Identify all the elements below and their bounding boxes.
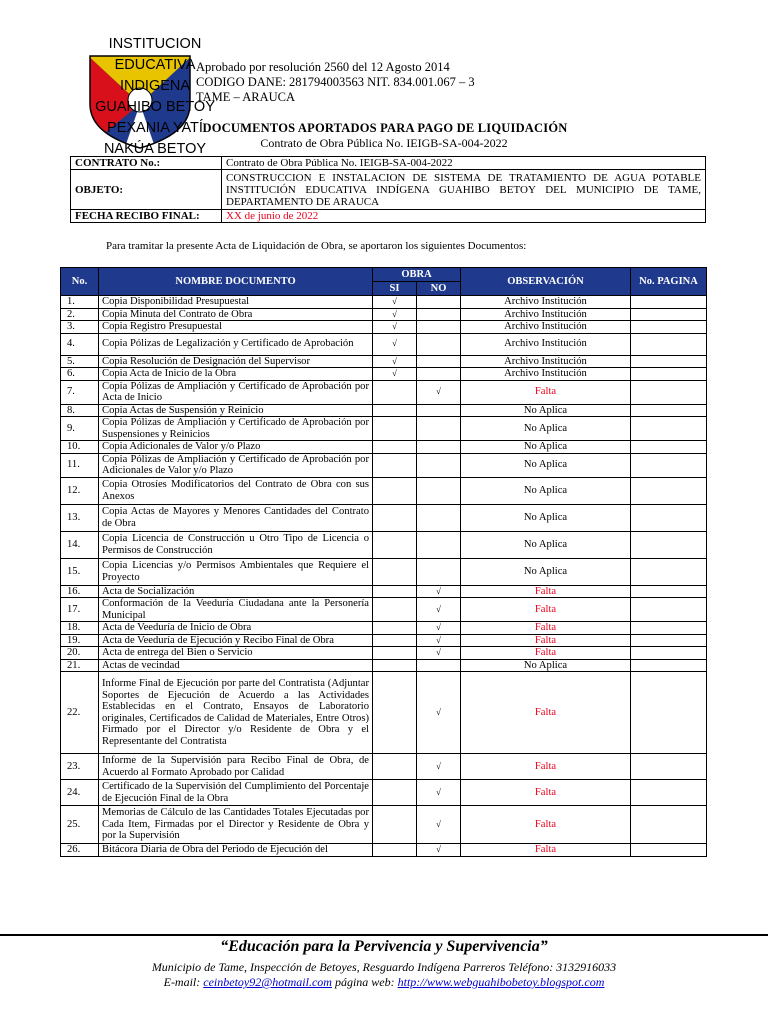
row-number: 16. <box>61 585 99 598</box>
intro-text: Para tramitar la presente Acta de Liquidación de Obra, se aportaron los siguientes Documentos: <box>106 240 527 252</box>
final-date-label: FECHA RECIBO FINAL: <box>71 210 222 223</box>
row-no-check <box>417 558 461 585</box>
row-observation: Falta <box>461 780 631 806</box>
table-row <box>61 672 707 754</box>
row-no-check <box>417 453 461 477</box>
footer-contact <box>0 975 768 990</box>
row-observation: No Aplica <box>461 659 631 672</box>
row-number: 15. <box>61 558 99 585</box>
table-header-row <box>61 268 707 282</box>
row-si-check <box>373 754 417 780</box>
row-document-name: Copia Registro Presupuestal <box>99 321 373 334</box>
row-document-name: Copia Otrosíes Modificatorios del Contrato de Obra con sus Anexos <box>99 477 373 504</box>
contract-row <box>71 157 706 170</box>
row-number: 20. <box>61 647 99 660</box>
row-observation: Falta <box>461 844 631 857</box>
table-row <box>61 634 707 647</box>
header-si: SI <box>373 282 417 296</box>
header-document-name: NOMBRE DOCUMENTO <box>99 268 373 296</box>
table-row <box>61 441 707 454</box>
contract-details-table <box>70 156 706 223</box>
row-number: 5. <box>61 355 99 368</box>
row-number: 3. <box>61 321 99 334</box>
row-page-number <box>631 355 707 368</box>
contract-number-label: CONTRATO No.: <box>71 157 222 170</box>
row-no-check <box>417 296 461 309</box>
row-no-check <box>417 477 461 504</box>
row-observation: Archivo Institución <box>461 368 631 381</box>
row-page-number <box>631 754 707 780</box>
document-title: DOCUMENTOS APORTADOS PARA PAGO DE LIQUIDACIÓN <box>202 121 568 135</box>
table-row <box>61 647 707 660</box>
row-page-number <box>631 321 707 334</box>
row-si-check <box>373 441 417 454</box>
footer-motto: “Educación para la Pervivencia y Supervivencia” <box>220 938 548 955</box>
table-row <box>61 417 707 441</box>
row-observation: Archivo Institución <box>461 296 631 309</box>
row-number: 13. <box>61 504 99 531</box>
row-si-check <box>373 598 417 622</box>
row-si-check <box>373 417 417 441</box>
row-no-check: √ <box>417 585 461 598</box>
row-no-check <box>417 659 461 672</box>
web-label: página web: <box>334 975 395 989</box>
row-document-name: Copia Actas de Mayores y Menores Cantidades del Contrato de Obra <box>99 504 373 531</box>
row-si-check <box>373 634 417 647</box>
row-no-check <box>417 321 461 334</box>
row-observation: Archivo Institución <box>461 333 631 355</box>
row-observation: No Aplica <box>461 417 631 441</box>
table-row <box>61 585 707 598</box>
row-no-check: √ <box>417 380 461 404</box>
row-no-check <box>417 417 461 441</box>
document-subtitle: Contrato de Obra Pública No. IEIGB-SA-004-2022 <box>260 136 508 150</box>
row-page-number <box>631 531 707 558</box>
header-no: NO <box>417 282 461 296</box>
row-observation: No Aplica <box>461 504 631 531</box>
row-number: 9. <box>61 417 99 441</box>
documents-table <box>60 267 707 857</box>
row-number: 7. <box>61 380 99 404</box>
table-row <box>61 558 707 585</box>
row-number: 18. <box>61 622 99 635</box>
row-number: 4. <box>61 333 99 355</box>
row-document-name: Actas de vecindad <box>99 659 373 672</box>
header-info <box>196 60 475 105</box>
row-si-check <box>373 780 417 806</box>
row-no-check: √ <box>417 598 461 622</box>
table-row <box>61 806 707 844</box>
table-row <box>61 404 707 417</box>
row-page-number <box>631 647 707 660</box>
row-observation: Falta <box>461 634 631 647</box>
row-observation: No Aplica <box>461 477 631 504</box>
row-no-check: √ <box>417 844 461 857</box>
row-si-check: √ <box>373 355 417 368</box>
row-si-check <box>373 404 417 417</box>
row-observation: Falta <box>461 754 631 780</box>
row-no-check: √ <box>417 754 461 780</box>
row-si-check: √ <box>373 368 417 381</box>
row-page-number <box>631 844 707 857</box>
row-no-check <box>417 404 461 417</box>
row-document-name: Certificado de la Supervisión del Cumplimiento del Porcentaje de Ejecución Final de la Obra <box>99 780 373 806</box>
row-document-name: Informe de la Supervisión para Recibo Final de Obra, de Acuerdo al Formato Aprobado por Calidad <box>99 754 373 780</box>
row-no-check: √ <box>417 634 461 647</box>
row-document-name: Acta de Veeduría de Inicio de Obra <box>99 622 373 635</box>
row-si-check: √ <box>373 321 417 334</box>
row-number: 17. <box>61 598 99 622</box>
row-number: 23. <box>61 754 99 780</box>
row-si-check <box>373 477 417 504</box>
row-observation: No Aplica <box>461 531 631 558</box>
row-document-name: Copia Licencias y/o Permisos Ambientales que Requiere el Proyecto <box>99 558 373 585</box>
row-si-check: √ <box>373 308 417 321</box>
row-number: 19. <box>61 634 99 647</box>
row-no-check: √ <box>417 647 461 660</box>
row-no-check <box>417 504 461 531</box>
row-number: 21. <box>61 659 99 672</box>
email-label: E-mail: <box>163 975 201 989</box>
row-si-check: √ <box>373 296 417 309</box>
final-date-row <box>71 210 706 223</box>
web-link[interactable]: http://www.webguahibobetoy.blogspot.com <box>397 975 605 989</box>
row-document-name: Copia Pólizas de Ampliación y Certificado de Aprobación por Acta de Inicio <box>99 380 373 404</box>
table-row <box>61 504 707 531</box>
row-page-number <box>631 634 707 647</box>
row-observation: Falta <box>461 672 631 754</box>
footer-divider <box>0 934 768 936</box>
row-number: 25. <box>61 806 99 844</box>
row-number: 10. <box>61 441 99 454</box>
row-observation: Falta <box>461 622 631 635</box>
header-observation: OBSERVACIÓN <box>461 268 631 296</box>
table-row <box>61 368 707 381</box>
table-row <box>61 598 707 622</box>
row-si-check <box>373 647 417 660</box>
row-no-check <box>417 368 461 381</box>
documents-table-body <box>61 296 707 857</box>
row-page-number <box>631 477 707 504</box>
row-number: 11. <box>61 453 99 477</box>
row-document-name: Copia Pólizas de Ampliación y Certificado de Aprobación por Suspensiones y Reinicios <box>99 417 373 441</box>
row-page-number <box>631 504 707 531</box>
table-row <box>61 333 707 355</box>
row-observation: Archivo Institución <box>461 321 631 334</box>
table-row <box>61 659 707 672</box>
row-si-check <box>373 622 417 635</box>
row-page-number <box>631 622 707 635</box>
row-document-name: Copia Acta de Inicio de la Obra <box>99 368 373 381</box>
row-page-number <box>631 558 707 585</box>
row-number: 14. <box>61 531 99 558</box>
institution-line-6: NAKÚA BETOY <box>103 141 207 157</box>
final-date-value: XX de junio de 2022 <box>222 210 706 223</box>
object-label: OBJETO: <box>71 170 222 210</box>
row-si-check <box>373 531 417 558</box>
row-document-name: Bitácora Diaria de Obra del Periodo de Ejecución del <box>99 844 373 857</box>
institution-line-3: INDIGENA <box>119 78 191 94</box>
header-obra: OBRA <box>373 268 461 282</box>
row-no-check <box>417 441 461 454</box>
row-document-name: Copia Licencia de Construcción u Otro Tipo de Licencia o Permisos de Construcción <box>99 531 373 558</box>
row-page-number <box>631 659 707 672</box>
row-document-name: Acta de entrega del Bien o Servicio <box>99 647 373 660</box>
row-page-number <box>631 417 707 441</box>
row-observation: Archivo Institución <box>461 308 631 321</box>
object-row <box>71 170 706 210</box>
row-number: 2. <box>61 308 99 321</box>
row-si-check <box>373 659 417 672</box>
row-number: 22. <box>61 672 99 754</box>
row-number: 8. <box>61 404 99 417</box>
resolution-text: Aprobado por resolución 2560 del 12 Agosto 2014 <box>196 60 450 74</box>
row-si-check <box>373 504 417 531</box>
institution-line-2: EDUCATIVA <box>114 57 196 73</box>
row-si-check <box>373 585 417 598</box>
row-observation: Falta <box>461 806 631 844</box>
row-document-name: Copia Resolución de Designación del Supervisor <box>99 355 373 368</box>
table-row <box>61 754 707 780</box>
row-no-check: √ <box>417 780 461 806</box>
row-document-name: Copia Disponibilidad Presupuestal <box>99 296 373 309</box>
row-page-number <box>631 380 707 404</box>
row-observation: Falta <box>461 647 631 660</box>
row-number: 24. <box>61 780 99 806</box>
row-number: 6. <box>61 368 99 381</box>
row-si-check <box>373 806 417 844</box>
row-page-number <box>631 404 707 417</box>
row-page-number <box>631 806 707 844</box>
row-si-check <box>373 558 417 585</box>
institution-line-4: GUAHIBO BETOY <box>95 99 215 115</box>
row-observation: No Aplica <box>461 404 631 417</box>
row-document-name: Memorias de Cálculo de las Cantidades Totales Ejecutadas por Cada Item, Firmadas por el Director y Residente de Obra y por la Supervisión <box>99 806 373 844</box>
table-row <box>61 477 707 504</box>
row-number: 12. <box>61 477 99 504</box>
row-page-number <box>631 672 707 754</box>
row-document-name: Copia Minuta del Contrato de Obra <box>99 308 373 321</box>
row-observation: Falta <box>461 598 631 622</box>
institution-line-5: PEXANIA YATÍ <box>107 120 203 136</box>
footer-address: Municipio de Tame, Inspección de Betoyes, Resguardo Indígena Parreros Teléfono: 3132916033 <box>151 960 617 974</box>
dane-nit-codes: CODIGO DANE: 281794003563 NIT. 834.001.067 – 3 <box>196 75 475 89</box>
row-no-check <box>417 531 461 558</box>
row-page-number <box>631 441 707 454</box>
row-observation: No Aplica <box>461 441 631 454</box>
row-document-name: Conformación de la Veeduría Ciudadana ante la Personería Municipal <box>99 598 373 622</box>
table-row <box>61 380 707 404</box>
table-row <box>61 453 707 477</box>
table-row <box>61 622 707 635</box>
row-page-number <box>631 296 707 309</box>
row-no-check <box>417 355 461 368</box>
row-page-number <box>631 368 707 381</box>
row-no-check <box>417 333 461 355</box>
table-row <box>61 355 707 368</box>
table-row <box>61 296 707 309</box>
location-text: TAME – ARAUCA <box>196 90 296 104</box>
row-document-name: Acta de Socialización <box>99 585 373 598</box>
row-page-number <box>631 780 707 806</box>
row-si-check: √ <box>373 333 417 355</box>
row-document-name: Copia Adicionales de Valor y/o Plazo <box>99 441 373 454</box>
table-row <box>61 780 707 806</box>
row-observation: No Aplica <box>461 453 631 477</box>
header-page-number: No. PAGINA <box>631 268 707 296</box>
row-number: 26. <box>61 844 99 857</box>
institution-line-1: INSTITUCION <box>108 36 202 52</box>
row-no-check <box>417 308 461 321</box>
row-si-check <box>373 380 417 404</box>
table-row <box>61 844 707 857</box>
row-observation: No Aplica <box>461 558 631 585</box>
row-page-number <box>631 598 707 622</box>
row-page-number <box>631 585 707 598</box>
row-no-check: √ <box>417 622 461 635</box>
row-si-check <box>373 453 417 477</box>
row-document-name: Informe Final de Ejecución por parte del Contratista (Adjuntar Soportes de Ejecución de Acuerdo a las Actividades Establecidas en el Contrato, Ensayos de Laboratorio originales, Certificados de Calidad de Materiales, Entre Otros) Firmado por el Director y/o Residente de Obra y el Representante del Contratista <box>99 672 373 754</box>
row-si-check <box>373 672 417 754</box>
row-number: 1. <box>61 296 99 309</box>
row-document-name: Copia Actas de Suspensión y Reinicio <box>99 404 373 417</box>
table-row <box>61 308 707 321</box>
contract-number-value: Contrato de Obra Pública No. IEIGB-SA-004-2022 <box>222 157 706 170</box>
row-no-check: √ <box>417 672 461 754</box>
header-number: No. <box>61 268 99 296</box>
table-row <box>61 321 707 334</box>
row-document-name: Copia Pólizas de Legalización y Certificado de Aprobación <box>99 333 373 355</box>
row-document-name: Acta de Veeduría de Ejecución y Recibo Final de Obra <box>99 634 373 647</box>
row-page-number <box>631 308 707 321</box>
row-si-check <box>373 844 417 857</box>
email-link[interactable]: ceinbetoy92@hotmail.com <box>203 975 332 989</box>
row-document-name: Copia Pólizas de Ampliación y Certificado de Aprobación por Adicionales de Valor y/o Plazo <box>99 453 373 477</box>
row-observation: Archivo Institución <box>461 355 631 368</box>
object-value: CONSTRUCCION E INSTALACION DE SISTEMA DE TRATAMIENTO DE AGUA POTABLE INSTITUCIÓN EDUCATIVA INDÍGENA GUAHIBO BETOY DEL MUNICIPIO DE TAME, DEPARTAMENTO DE ARAUCA <box>222 170 706 210</box>
row-page-number <box>631 333 707 355</box>
row-observation: Falta <box>461 585 631 598</box>
row-page-number <box>631 453 707 477</box>
row-observation: Falta <box>461 380 631 404</box>
table-row <box>61 531 707 558</box>
row-no-check: √ <box>417 806 461 844</box>
